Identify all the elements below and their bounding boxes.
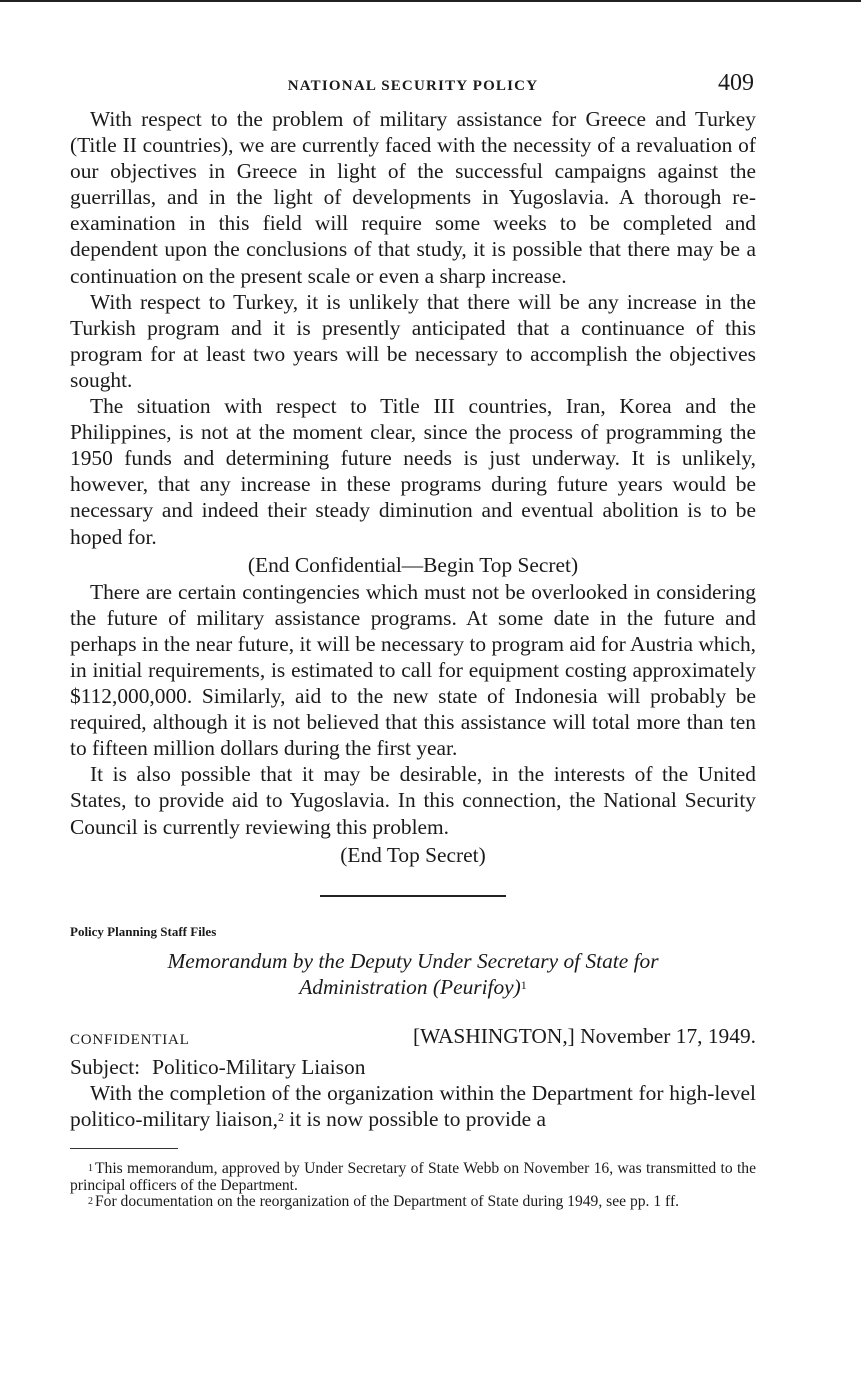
footnote-text: This memorandum, approved by Under Secretary of State Webb on November 16, was transmitted to the principal officers of the Department.: [70, 1159, 756, 1194]
footnote: [70, 1161, 756, 1194]
document-title: [70, 948, 756, 1000]
top-border-line: [0, 0, 861, 2]
paragraph: It is also possible that it may be desirable, in the interests of the United States, to provide aid to Yugoslavia. In this connection, the National Security Council is currently reviewing this problem.: [70, 762, 756, 839]
document-date: [WASHINGTON,] November 17, 1949.: [413, 1023, 756, 1048]
running-header: [70, 66, 756, 106]
page: [70, 66, 756, 1211]
memo-text-continued: it is now possible to provide a: [283, 1106, 546, 1131]
page-number: 409: [718, 70, 754, 96]
paragraph: The situation with respect to Title III countries, Iran, Korea and the Philippines, is not at the moment clear, since the process of programming the 1950 funds and determining future needs is just underway. It is unlikely, however, that any increase in these programs during future years would be necessary and indeed their steady diminution and eventual abolition is to be hoped for.: [70, 394, 756, 549]
subject-label: Subject:: [70, 1054, 141, 1079]
document-title-text: Administration (Peurifoy): [299, 974, 521, 999]
subject-line: [70, 1054, 756, 1080]
classification-marker: (End Confidential—Begin Top Secret): [247, 552, 579, 577]
footnote-mark: 2: [88, 1196, 93, 1208]
document-title-line: Memorandum by the Deputy Under Secretary of State for: [167, 948, 659, 973]
memo-body: [70, 1080, 756, 1132]
classification-marker: (End Top Secret): [340, 842, 486, 867]
source-label: Policy Planning Staff Files: [70, 923, 217, 939]
paragraph: There are certain contingencies which must not be overlooked in considering the future of military assistance programs. At some date in the future and perhaps in the near future, it will be necessary to program aid for Austria which, in initial requirements, is estimated to call for equipment costing approximately $112,000,000. Similarly, aid to the new state of Indonesia will probably be required, although it is not believed that this assistance will total more than ten to fifteen million dollars during the first year.: [70, 579, 756, 761]
paragraph: [70, 1080, 756, 1132]
dateline: [70, 1024, 756, 1052]
footnote-reference: 2: [277, 1109, 284, 1124]
classification-label: CONFIDENTIAL: [70, 1031, 190, 1048]
paragraph: With respect to the problem of military assistance for Greece and Turkey (Title II countries), we are currently faced with the necessity of a revaluation of our objectives in Greece in light of the successful campaigns against the guerrillas, and in the light of developments in Yugoslavia. A thorough re-examination in this field will require some weeks to be completed and dependent upon the conclusions of that study, it is possible that there may be a continuation on the present scale or even a sharp increase.: [70, 107, 756, 288]
running-title: NATIONAL SECURITY POLICY: [287, 78, 539, 94]
paragraph: With respect to Turkey, it is unlikely that there will be any increase in the Turkish program and it is presently anticipated that a continuance of this program for at least two years will be necessary to accomplish the objectives sought.: [70, 289, 756, 392]
footnote-mark: 1: [88, 1162, 93, 1174]
footnote-text: For documentation on the reorganization of the Department of State during 1949, see pp. 1 ff.: [95, 1193, 680, 1211]
footnote-reference: 1: [520, 977, 527, 992]
footnote: [70, 1194, 756, 1211]
subject-text: Politico-Military Liaison: [152, 1054, 366, 1079]
document-title-line-2: [70, 974, 756, 1000]
memo-text: With the completion of the organization within the Department for high-level politico-military liaison,: [70, 1080, 756, 1131]
footnotes: [70, 1161, 756, 1211]
body-text: [70, 106, 756, 868]
section-divider: [320, 895, 506, 897]
footnote-rule: [70, 1148, 178, 1149]
